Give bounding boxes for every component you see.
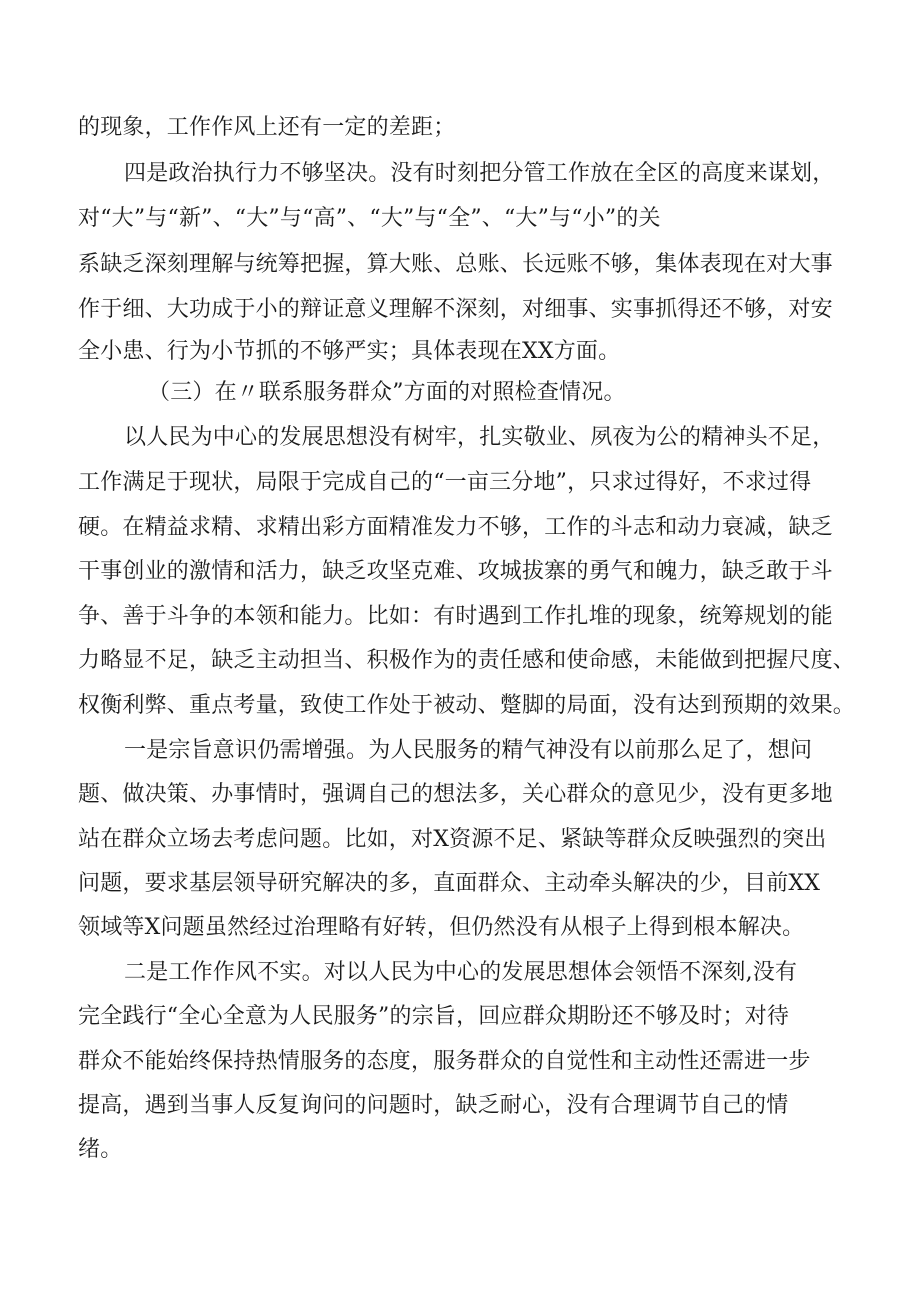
text-line: 群众不能始终保持热情服务的态度，服务群众的自觉性和主动性还需进一步: [78, 1049, 811, 1074]
text-line: 完全践行“全心全意为人民服务”的宗旨，回应群众期盼还不够及时；对待: [78, 1004, 790, 1029]
text-line: 领域等X问题虽然经过治理略有好转，但仍然没有从根子上得到根本解决。: [78, 915, 805, 940]
text-line: 题、做决策、办事情时，强调自己的想法多，关心群众的意见少，没有更多地: [78, 782, 833, 807]
text-line: 力略显不足，缺乏主动担当、积极作为的责任感和使命感，未能做到把握尺度、: [78, 648, 856, 673]
text-line: 以人民为中心的发展思想没有树牢，扎实敬业、夙夜为公的精神头不足，: [124, 425, 835, 450]
text-line: 权衡利弊、重点考量，致使工作处于被动、蹩脚的局面，没有达到预期的效果。: [78, 693, 856, 718]
text-line: 工作满足于现状，局限于完成自己的“一亩三分地”，只求过得好，不求过得: [78, 470, 812, 495]
text-line: 四是政治执行力不够坚决。没有时刻把分管工作放在全区的高度来谋划，: [124, 161, 835, 186]
text-line: 问题，要求基层领导研究解决的多，直面群众、主动牵头解决的少，目前XX: [78, 871, 821, 896]
text-line: 系缺乏深刻理解与统筹把握，算大账、总账、长远账不够，集体表现在对大事: [78, 252, 833, 277]
text-line: 二是工作作风不实。对以人民为中心的发展思想体会领悟不深刻,没有: [124, 960, 798, 985]
text-line: 争、善于斗争的本领和能力。比如：有时遇到工作扎堆的现象，统筹规划的能: [78, 604, 833, 629]
text-line: 绪。: [78, 1137, 123, 1162]
text-line: 提高，遇到当事人反复询问的问题时，缺乏耐心，没有合理调节自己的情: [78, 1093, 789, 1118]
text-line: 的现象，工作作风上还有一定的差距；: [78, 115, 456, 140]
text-line: 对“大”与“新”、“大”与“高”、“大”与“全”、“大”与“小”的关: [78, 206, 661, 231]
text-line: 干事创业的激情和活力，缺乏攻坚克难、攻城拔寨的勇气和魄力，缺乏敢于斗: [78, 559, 833, 584]
section-heading: （三）在〃联系服务群众”方面的对照检查情况。: [148, 380, 626, 405]
text-line: 站在群众立场去考虑问题。比如，对X资源不足、紧缺等群众反映强烈的突出: [78, 827, 827, 852]
text-line: 全小患、行为小节抓的不够严实；具体表现在XX方面。: [78, 339, 621, 364]
text-line: 一是宗旨意识仍需增强。为人民服务的精气神没有以前那么足了，想问: [124, 738, 813, 763]
text-line: 硬。在精益求精、求精出彩方面精准发力不够，工作的斗志和动力衰减，缺乏: [78, 515, 833, 540]
text-line: 作于细、大功成于小的辩证意义理解不深刻，对细事、实事抓得还不够，对安: [78, 297, 833, 322]
